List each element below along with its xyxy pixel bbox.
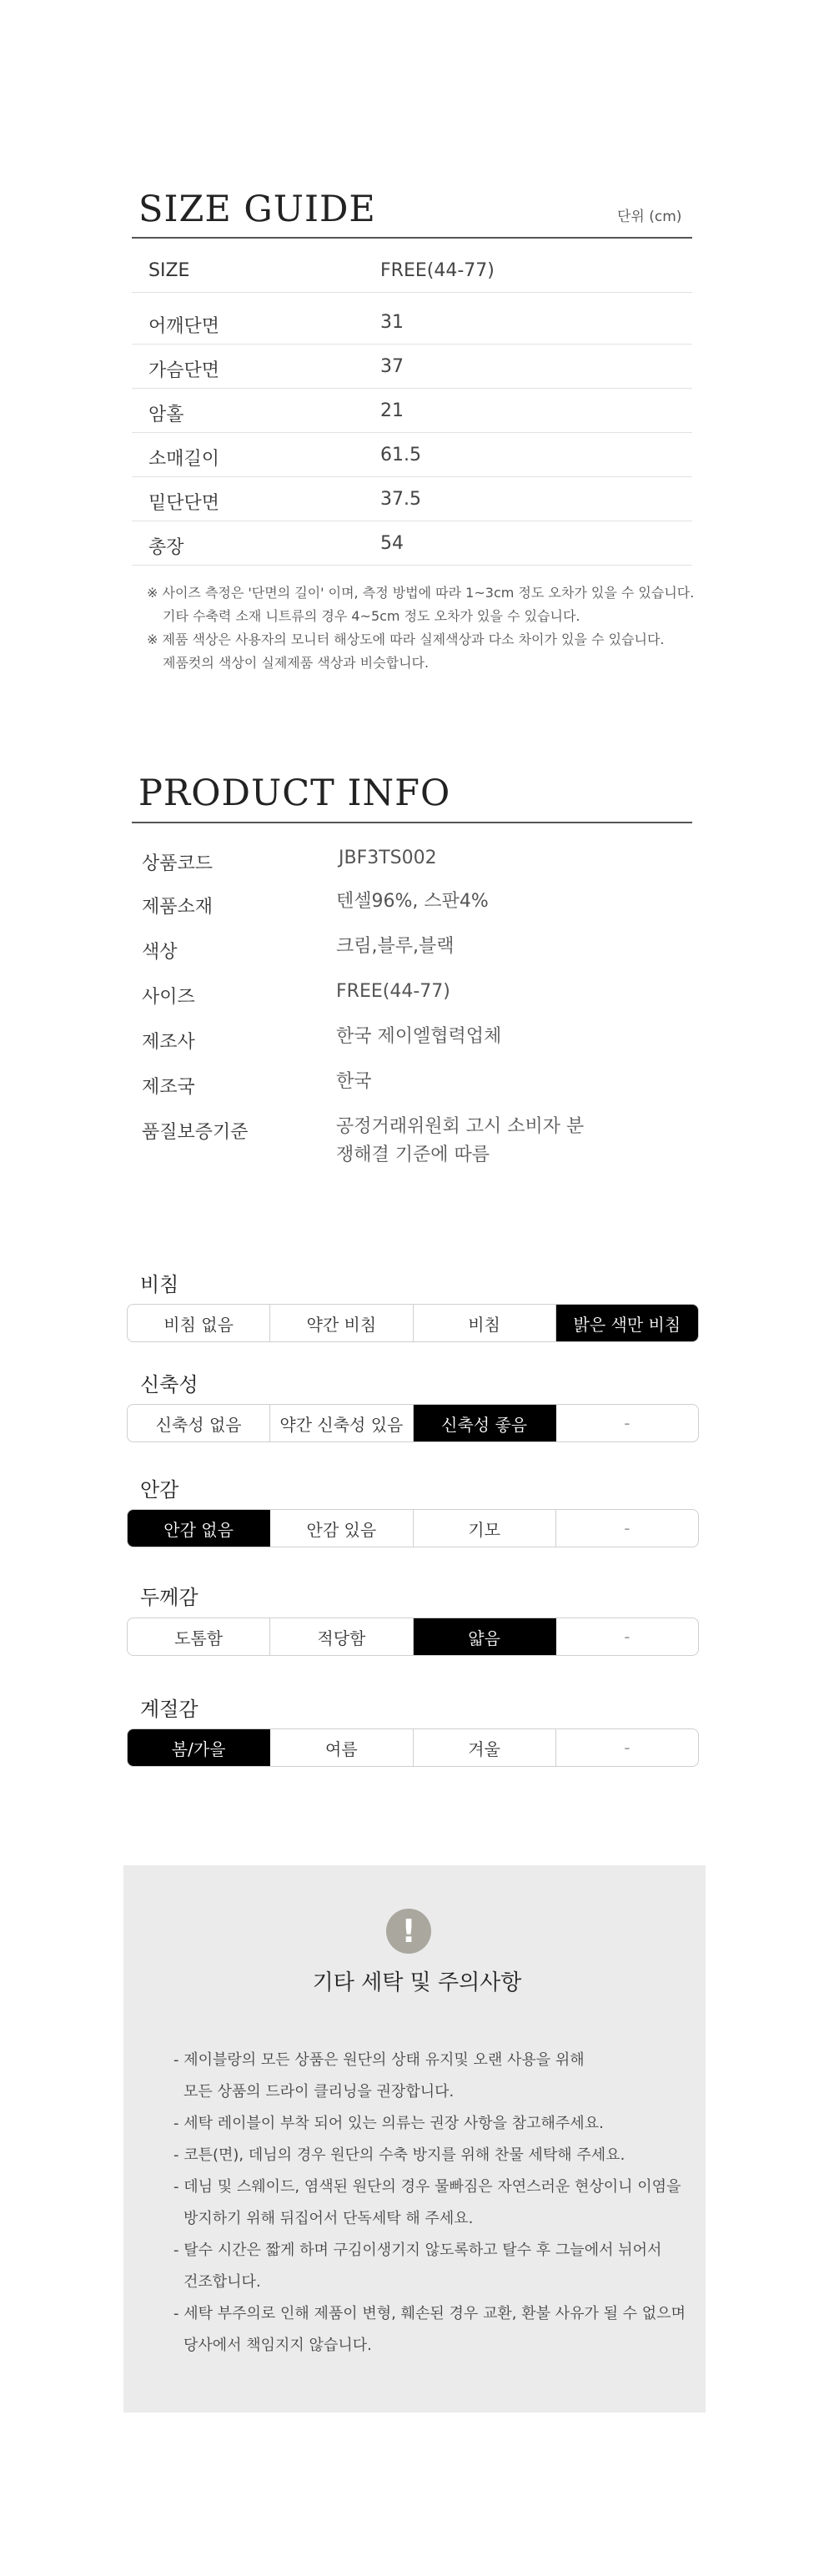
size-label: 가슴단면 bbox=[148, 360, 220, 381]
attr-option[interactable]: 안감 없음 bbox=[128, 1510, 270, 1547]
info-value: 한국 제이엘협력업체 bbox=[336, 1026, 502, 1047]
info-label: 색상 bbox=[142, 942, 178, 963]
care-item-line: - 세탁 부주의로 인해 제품이 변형, 훼손된 경우 교환, 환불 사유가 될 수 없으며 bbox=[173, 2305, 686, 2322]
attr-option[interactable]: 밝은 색만 비침 bbox=[556, 1305, 698, 1341]
attr-title-stretch: 신축성 bbox=[140, 1373, 198, 1396]
size-row-size bbox=[132, 249, 692, 293]
size-label: 암홀 bbox=[148, 405, 184, 425]
size-value: 31 bbox=[380, 312, 404, 333]
size-label: 소매길이 bbox=[148, 449, 220, 470]
info-label: 품질보증기준 bbox=[142, 1122, 249, 1143]
info-value: 한국 bbox=[336, 1071, 372, 1092]
size-value: 61.5 bbox=[380, 445, 421, 465]
attr-option[interactable]: 도톰함 bbox=[128, 1618, 270, 1655]
attr-bar-stretch bbox=[127, 1404, 699, 1442]
care-item-line: 모든 상품의 드라이 클리닝을 권장합니다. bbox=[183, 2083, 455, 2101]
care-item bbox=[173, 2108, 691, 2140]
attr-option[interactable]: 비침 bbox=[414, 1305, 556, 1341]
attr-title-thickness: 두께감 bbox=[140, 1586, 198, 1609]
unit-label: 단위 (cm) bbox=[617, 209, 682, 225]
care-item-line: - 제이블랑의 모든 상품은 원단의 상태 유지및 오랜 사용을 위해 bbox=[173, 2051, 585, 2069]
care-item bbox=[173, 2140, 691, 2171]
care-item-line: 방지하기 위해 뒤집어서 단독세탁 해 주세요. bbox=[183, 2210, 474, 2227]
attr-title-lining: 안감 bbox=[140, 1478, 179, 1502]
info-value: JBF3TS002 bbox=[339, 848, 437, 868]
attr-option[interactable]: 비침 없음 bbox=[128, 1305, 270, 1341]
size-value: FREE(44-77) bbox=[380, 260, 495, 281]
care-title: 기타 세탁 및 주의사항 bbox=[312, 1970, 522, 1995]
size-label: 총장 bbox=[148, 537, 184, 558]
size-label: SIZE bbox=[148, 260, 190, 281]
info-value: 텐셀96%, 스판4% bbox=[336, 891, 489, 912]
attr-option[interactable]: 약간 비침 bbox=[270, 1305, 413, 1341]
attr-option[interactable]: - bbox=[624, 1518, 631, 1538]
size-row-hem bbox=[132, 477, 692, 521]
size-guide-title: SIZE GUIDE bbox=[138, 189, 376, 230]
size-value: 54 bbox=[380, 533, 404, 554]
attr-option[interactable]: 겨울 bbox=[414, 1729, 556, 1766]
info-label: 제조사 bbox=[142, 1032, 195, 1053]
size-row-armhole bbox=[132, 389, 692, 433]
size-note: 기타 수축력 소재 니트류의 경우 4~5cm 정도 오차가 있을 수 있습니다. bbox=[163, 608, 580, 624]
attr-bar-lining bbox=[127, 1509, 699, 1547]
info-value: FREE(44-77) bbox=[336, 981, 450, 1002]
info-label: 제품소재 bbox=[142, 897, 214, 918]
exclamation-icon: ! bbox=[386, 1909, 431, 1954]
attr-title-season: 계절감 bbox=[140, 1698, 198, 1721]
care-list bbox=[173, 2045, 691, 2362]
size-row-sleeve bbox=[132, 433, 692, 477]
care-item-line: 당사에서 책임지지 않습니다. bbox=[183, 2337, 372, 2354]
size-value: 21 bbox=[380, 400, 404, 421]
care-item-line: - 탈수 시간은 짧게 하며 구김이생기지 않도록하고 탈수 후 그늘에서 뉘어서 bbox=[173, 2241, 662, 2259]
info-label: 상품코드 bbox=[142, 853, 214, 874]
attr-bar-season bbox=[127, 1728, 699, 1767]
care-item bbox=[173, 2171, 691, 2235]
care-item-line: 건조합니다. bbox=[183, 2273, 261, 2291]
attr-option[interactable]: - bbox=[624, 1413, 631, 1433]
size-row-chest bbox=[132, 345, 692, 389]
info-label: 사이즈 bbox=[142, 987, 195, 1008]
attr-option[interactable]: 약간 신축성 있음 bbox=[270, 1405, 413, 1441]
attr-option[interactable]: 안감 있음 bbox=[270, 1510, 413, 1547]
size-guide-rule bbox=[132, 237, 692, 239]
info-value: 공정거래위원회 고시 소비자 분쟁해결 기준에 따름 bbox=[336, 1116, 585, 1165]
attr-option[interactable]: 여름 bbox=[270, 1729, 413, 1766]
care-item bbox=[173, 2298, 691, 2362]
care-item-line: - 세탁 레이블이 부착 되어 있는 의류는 권장 사항을 참고해주세요. bbox=[173, 2115, 604, 2132]
size-label: 밑단단면 bbox=[148, 493, 220, 514]
attr-option[interactable]: 신축성 없음 bbox=[128, 1405, 270, 1441]
attr-option[interactable]: - bbox=[624, 1738, 631, 1758]
attr-option[interactable]: 신축성 좋음 bbox=[414, 1405, 556, 1441]
attr-option[interactable]: 기모 bbox=[414, 1510, 556, 1547]
size-note: ※ 제품 색상은 사용자의 모니터 해상도에 따라 실제색상과 다소 차이가 있을 수 있습니다. bbox=[147, 631, 665, 647]
size-notes bbox=[147, 581, 694, 675]
size-note: ※ 사이즈 측정은 '단면의 길이' 이며, 측정 방법에 따라 1~3cm 정도 오차가 있을 수 있습니다. bbox=[147, 585, 695, 601]
info-value: 크림,블루,블랙 bbox=[336, 936, 455, 957]
product-info-title: PRODUCT INFO bbox=[138, 772, 451, 814]
care-item-line: - 코튼(면), 데님의 경우 원단의 수축 방지를 위해 찬물 세탁해 주세요. bbox=[173, 2146, 626, 2164]
attr-option[interactable]: 적당함 bbox=[270, 1618, 413, 1655]
size-value: 37.5 bbox=[380, 489, 421, 510]
attr-option[interactable]: 얇음 bbox=[414, 1618, 556, 1655]
size-label: 어깨단면 bbox=[148, 316, 220, 337]
attr-bar-sheerness bbox=[127, 1304, 699, 1342]
attr-bar-thickness bbox=[127, 1618, 699, 1656]
size-value: 37 bbox=[380, 356, 404, 377]
size-note: 제품컷의 색상이 실제제품 색상과 비슷합니다. bbox=[163, 655, 430, 671]
care-item-line: - 데님 및 스웨이드, 염색된 원단의 경우 물빠짐은 자연스러운 현상이니 이염을 bbox=[173, 2178, 681, 2196]
info-label: 제조국 bbox=[142, 1077, 195, 1098]
care-item bbox=[173, 2045, 691, 2108]
attr-option[interactable]: 봄/가을 bbox=[128, 1729, 270, 1766]
care-item bbox=[173, 2235, 691, 2298]
product-info-rule bbox=[132, 822, 692, 823]
attr-option[interactable]: - bbox=[624, 1627, 631, 1647]
size-row-shoulder bbox=[132, 300, 692, 345]
attr-title-sheerness: 비침 bbox=[140, 1273, 179, 1296]
size-row-length bbox=[132, 521, 692, 566]
